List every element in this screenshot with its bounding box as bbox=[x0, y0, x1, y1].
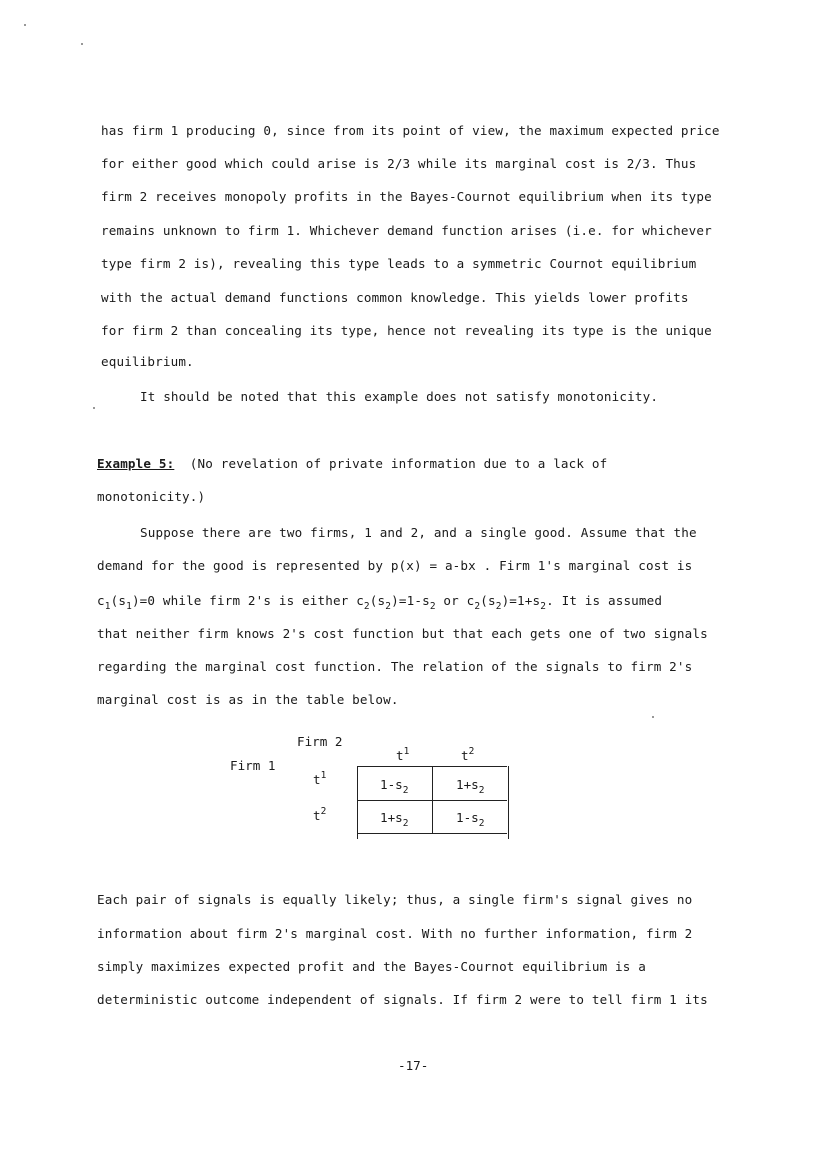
firm2-label: Firm 2 bbox=[297, 734, 343, 749]
table-cell: $1+s_2$ bbox=[456, 777, 485, 796]
body-text-line: regarding the marginal cost function. The relation of the signals to firm 2's bbox=[97, 659, 693, 674]
body-text-line: remains unknown to firm 1. Whichever demand function arises (i.e. for whichever bbox=[101, 223, 712, 238]
table-cell: $1-s_2$ bbox=[380, 777, 409, 796]
body-text-line: simply maximizes expected profit and the Bayes-Cournot equilibrium is a bbox=[97, 959, 646, 974]
firm1-label: Firm 1 bbox=[230, 758, 276, 773]
row-header-t2: $t^2$ bbox=[313, 806, 327, 823]
body-text-line: firm 2 receives monopoly profits in the Bayes-Cournot equilibrium when its type bbox=[101, 189, 712, 204]
row-header-t1: $t^1$ bbox=[313, 770, 327, 787]
body-text-line: for firm 2 than concealing its type, hence not revealing its type is the unique bbox=[101, 323, 712, 338]
body-text-line: type firm 2 is), revealing this type leads to a symmetric Cournot equilibrium bbox=[101, 256, 697, 271]
scan-speck bbox=[24, 24, 26, 26]
body-text-line: demand for the good is represented by p(x) = a-bx . Firm 1's marginal cost is bbox=[97, 558, 693, 573]
body-text-line: Suppose there are two firms, 1 and 2, and a single good. Assume that the bbox=[140, 525, 697, 540]
table-column-divider bbox=[432, 766, 433, 833]
example-heading bbox=[97, 456, 607, 471]
equation-line: $c_1(s_1)=0$ while firm 2's is either $c_2(s_2)=1-s_2$ or $c_2(s_2)=1+s_2$. It is assumed bbox=[97, 593, 663, 612]
example-label: Example 5: bbox=[97, 456, 175, 471]
body-text-line: It should be noted that this example does not satisfy monotonicity. bbox=[140, 389, 659, 404]
body-text-line: Each pair of signals is equally likely; thus, a single firm's signal gives no bbox=[97, 892, 693, 907]
body-text-line: with the actual demand functions common knowledge. This yields lower profits bbox=[101, 290, 689, 305]
body-text-line: equilibrium. bbox=[101, 354, 194, 369]
table-cell: $1+s_2$ bbox=[380, 810, 409, 829]
scan-speck bbox=[652, 716, 654, 718]
body-text-line: marginal cost is as in the table below. bbox=[97, 692, 399, 707]
page-number: -17- bbox=[398, 1058, 429, 1073]
body-text-line: information about firm 2's marginal cost. With no further information, firm 2 bbox=[97, 926, 693, 941]
column-header-t1: $t^1$ bbox=[396, 746, 410, 763]
body-text-line: deterministic outcome independent of signals. If firm 2 were to tell firm 1 its bbox=[97, 992, 708, 1007]
body-text-line: for either good which could arise is 2/3 while its marginal cost is 2/3. Thus bbox=[101, 156, 697, 171]
column-header-t2: $t^2$ bbox=[461, 746, 475, 763]
table-cell: $1-s_2$ bbox=[456, 810, 485, 829]
body-text-line: has firm 1 producing 0, since from its point of view, the maximum expected price bbox=[101, 123, 720, 138]
body-text-line: monotonicity.) bbox=[97, 489, 206, 504]
scan-speck bbox=[81, 43, 83, 45]
table-bottom-rule bbox=[357, 833, 507, 834]
body-text-line: that neither firm knows 2's cost function but that each gets one of two signals bbox=[97, 626, 708, 641]
scan-speck bbox=[93, 407, 95, 409]
example-title: (No revelation of private information due to a lack of bbox=[189, 456, 608, 471]
